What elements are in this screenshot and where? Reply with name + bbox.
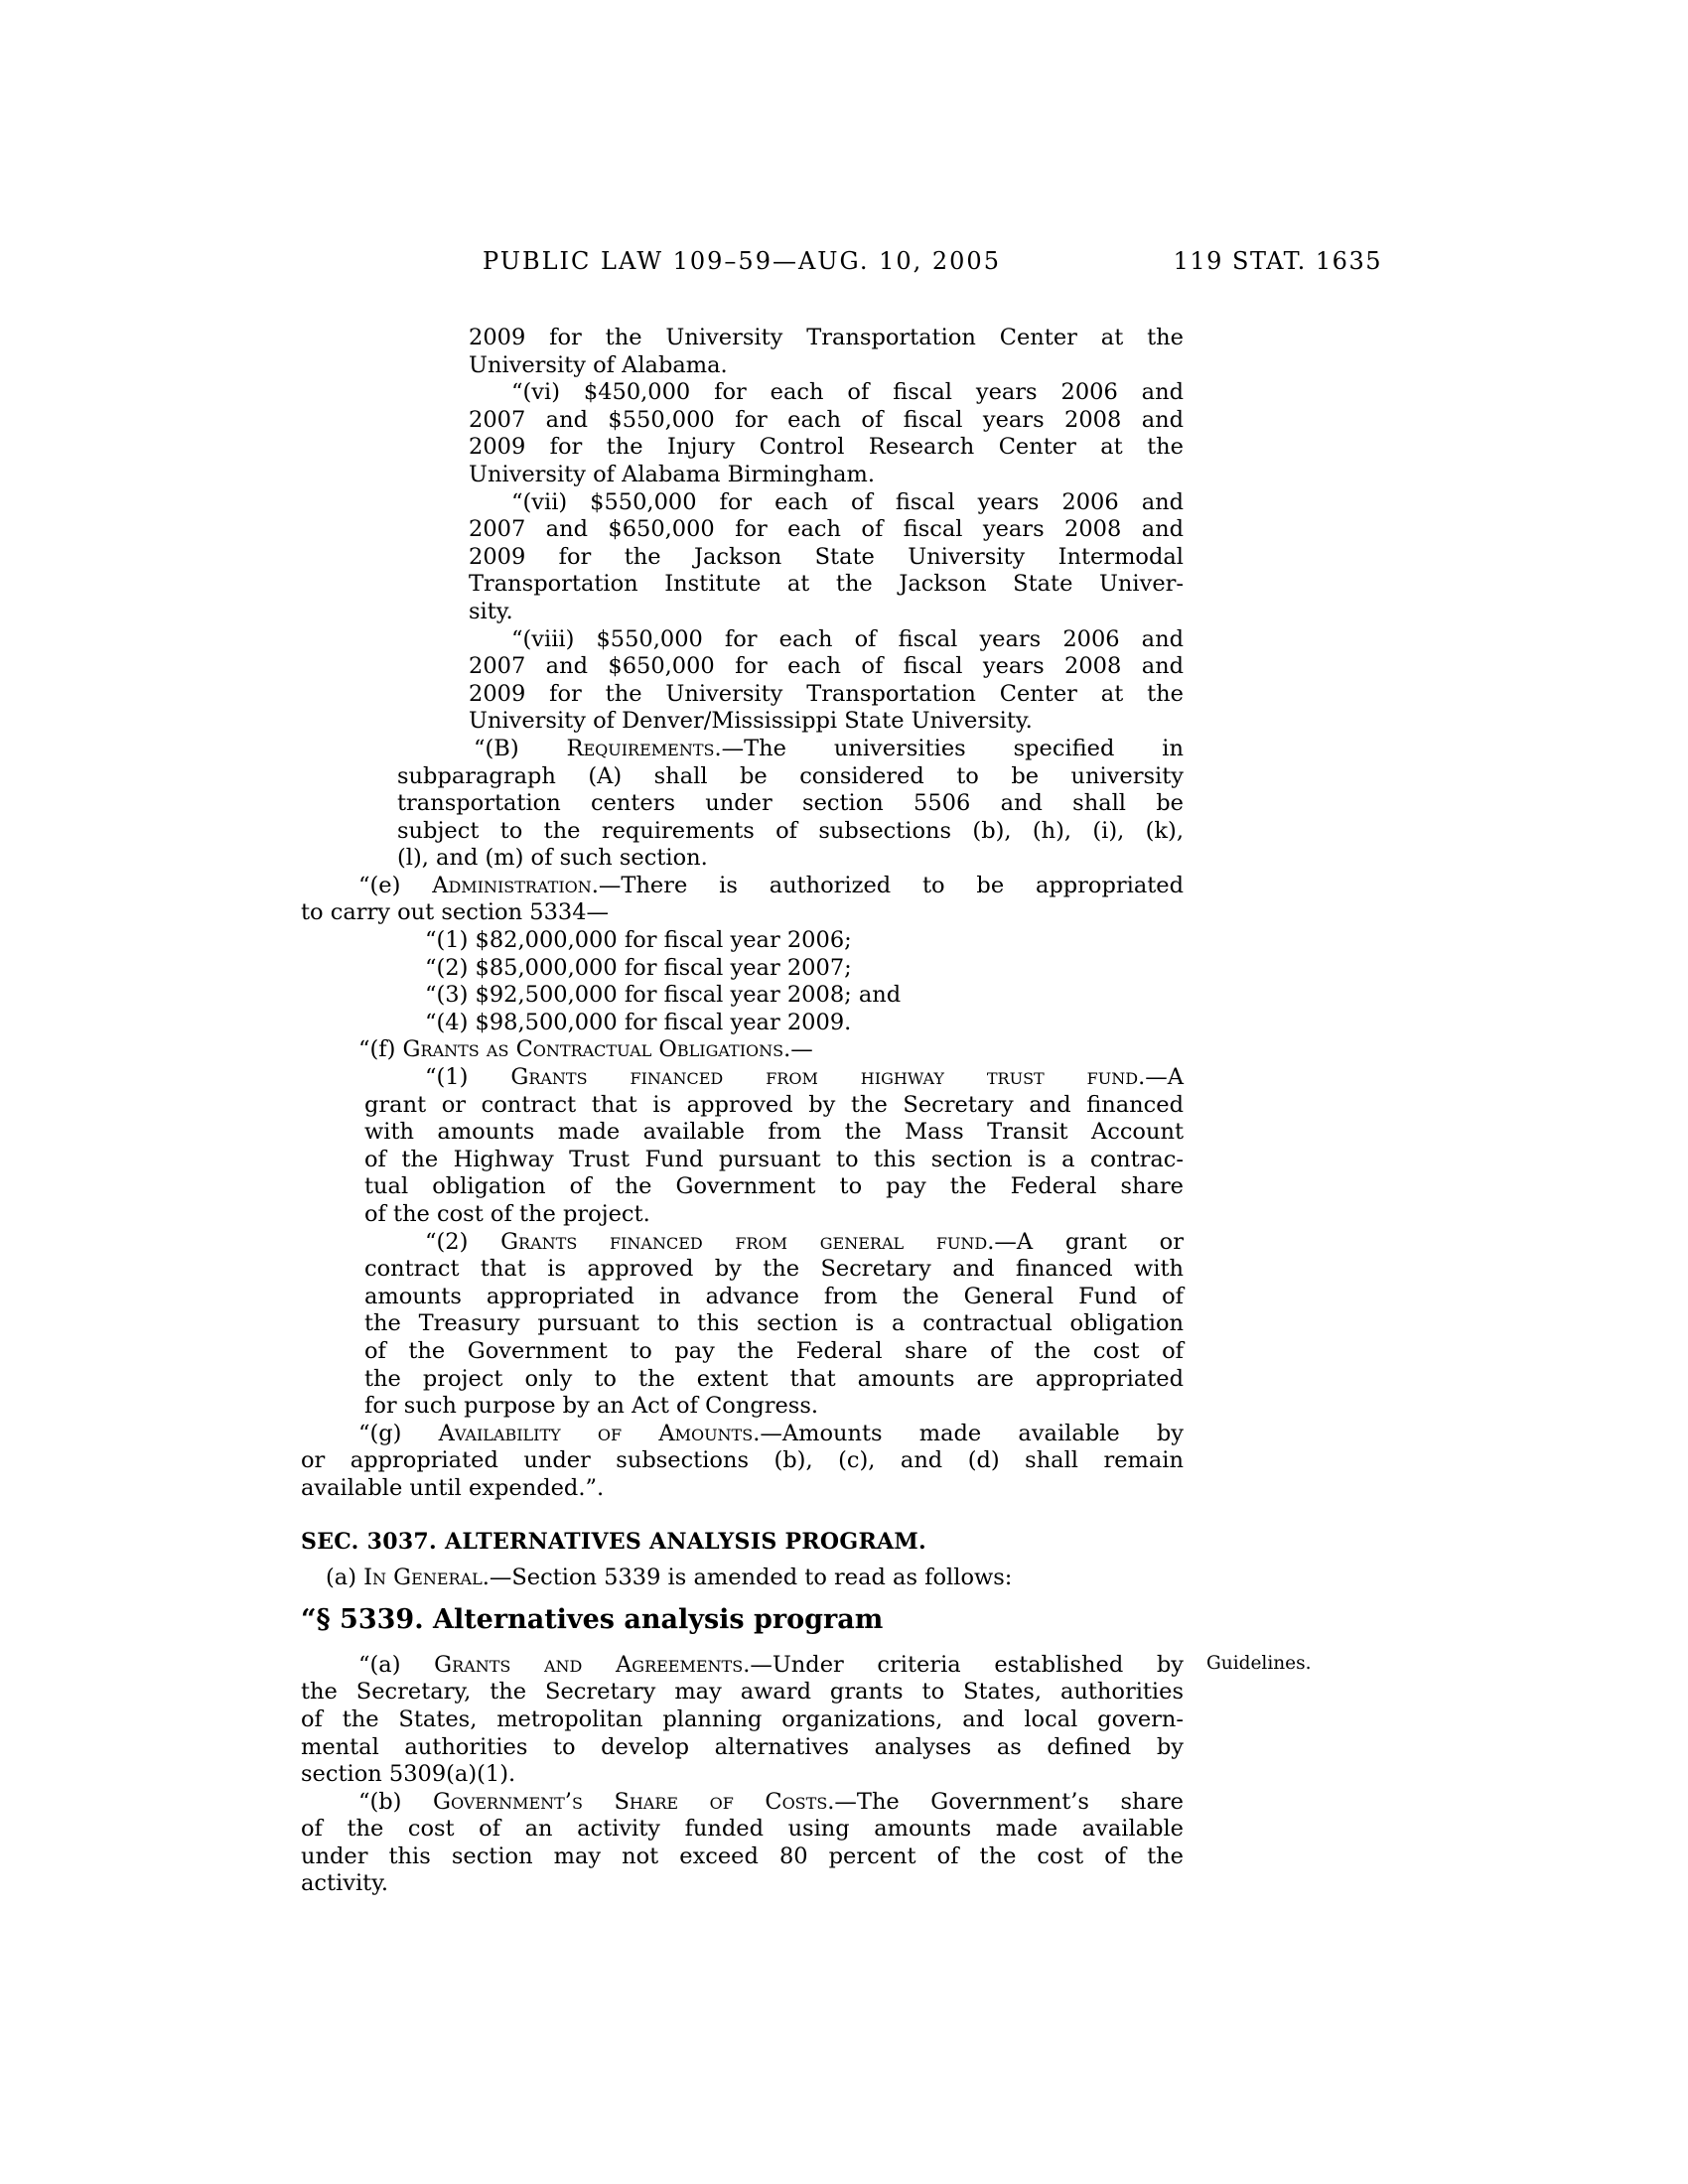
text-line: section 5309(a)(1).	[301, 1761, 516, 1788]
text-line: University of Alabama.	[469, 351, 728, 378]
text-line: “(3) $92,500,000 for fiscal year 2008; and	[425, 982, 902, 1009]
section-5339-heading: “§ 5339. Alternatives analysis program	[301, 1603, 884, 1635]
small-caps-term: Government’s Share of Costs	[432, 1788, 828, 1815]
text-line: 2009 for the University Transportation Center at the	[469, 680, 1184, 707]
text-line: for such purpose by an Act of Congress.	[364, 1393, 819, 1420]
text-line: “(vi) $450,000 for each of fiscal years 2006 and	[511, 379, 1184, 406]
text-line: “(2) Grants financed from general fund.—A grant or	[425, 1228, 1184, 1255]
text-line: Transportation Institute at the Jackson State Univer-	[469, 571, 1184, 598]
small-caps-term: Availability of Amounts	[438, 1420, 754, 1446]
text-line: mental authorities to develop alternatives analyses as defined by	[301, 1733, 1184, 1760]
text-line: “(e) Administration.—There is authorized to be appropriated	[358, 872, 1184, 898]
text-line: “(1) Grants financed from highway trust fund.—A	[425, 1064, 1185, 1091]
text-line: University of Alabama Birmingham.	[469, 461, 875, 487]
text-line: of the States, metropolitan planning organizations, and local govern-	[301, 1706, 1184, 1732]
text-line: contract that is approved by the Secretary and financed with	[364, 1256, 1184, 1283]
text-line: the Secretary, the Secretary may award grants to States, authorities	[301, 1679, 1184, 1706]
text-line: “(vii) $550,000 for each of fiscal years 2006 and	[511, 488, 1184, 515]
text-line: University of Denver/Mississippi State University.	[469, 708, 1033, 735]
text-line: (l), and (m) of such section.	[397, 845, 708, 872]
text-line: “(B) Requirements.—The universities specified in	[474, 735, 1184, 761]
section-3037-heading: SEC. 3037. ALTERNATIVES ANALYSIS PROGRAM.	[301, 1528, 927, 1555]
text-line: (a) In General.—Section 5339 is amended to read as follows:	[326, 1565, 1013, 1591]
small-caps-term: Grants and Agreements	[434, 1651, 744, 1678]
text-line: amounts appropriated in advance from the General Fund of	[364, 1283, 1184, 1309]
small-caps-term: Requirements	[566, 735, 715, 761]
text-line: 2007 and $550,000 for each of fiscal years 2008 and	[469, 406, 1184, 433]
text-line: or appropriated under subsections (b), (c), and (d) shall remain	[301, 1447, 1184, 1474]
text-line: 2009 for the Injury Control Research Center at the	[469, 434, 1184, 461]
text-line: 2009 for the Jackson State University Intermodal	[469, 543, 1184, 570]
text-line: of the Government to pay the Federal share of the cost of	[364, 1337, 1184, 1364]
text-line: with amounts made available from the Mass Transit Account	[364, 1119, 1184, 1146]
small-caps-term: Grants financed from general fund	[500, 1228, 988, 1255]
text-line: 2009 for the University Transportation Center at the	[469, 325, 1184, 350]
text-line: “(1) $82,000,000 for fiscal year 2006;	[425, 927, 852, 954]
page-header-stat-number: 119 STAT. 1635	[1173, 247, 1382, 275]
page-header-law-title: PUBLIC LAW 109–59—AUG. 10, 2005	[483, 247, 1001, 275]
text-line: transportation centers under section 5506 and shall be	[397, 790, 1184, 817]
text-line: 2007 and $650,000 for each of fiscal years 2008 and	[469, 653, 1184, 680]
text-line: 2007 and $650,000 for each of fiscal years 2008 and	[469, 516, 1184, 543]
margin-note-guidelines: Guidelines.	[1206, 1653, 1312, 1674]
text-line: activity.	[301, 1870, 389, 1897]
small-caps-term: Grants financed from highway trust fund	[510, 1064, 1139, 1091]
statute-text-column	[301, 325, 1184, 1898]
text-line: “(g) Availability of Amounts.—Amounts made available by	[358, 1420, 1185, 1446]
text-line: of the cost of the project.	[364, 1201, 650, 1227]
text-line: the project only to the extent that amounts are appropriated	[364, 1365, 1184, 1392]
text-line: “(f) Grants as Contractual Obligations.—	[358, 1036, 813, 1063]
text-line: of the cost of an activity funded using amounts made available	[301, 1816, 1184, 1843]
small-caps-term: In General	[363, 1565, 483, 1591]
text-line: under this section may not exceed 80 percent of the cost of the	[301, 1843, 1184, 1869]
text-line: subparagraph (A) shall be considered to be university	[397, 762, 1184, 789]
text-line: “(viii) $550,000 for each of fiscal years 2006 and	[511, 625, 1184, 652]
small-caps-term: Grants as Contractual Obligations	[402, 1036, 784, 1063]
text-line: “(2) $85,000,000 for fiscal year 2007;	[425, 954, 852, 981]
text-line: sity.	[469, 598, 513, 624]
text-line: “(b) Government’s Share of Costs.—The Government’s share	[358, 1788, 1184, 1815]
small-caps-term: Administration	[432, 872, 592, 898]
text-line: “(4) $98,500,000 for fiscal year 2009.	[425, 1009, 852, 1035]
text-line: available until expended.”.	[301, 1474, 605, 1501]
text-line: “(a) Grants and Agreements.—Under criteria established by	[358, 1651, 1184, 1678]
text-line: of the Highway Trust Fund pursuant to this section is a contrac-	[364, 1146, 1184, 1172]
text-line: to carry out section 5334—	[301, 899, 610, 926]
text-line: grant or contract that is approved by the Secretary and financed	[364, 1091, 1184, 1118]
text-line: the Treasury pursuant to this section is a contractual obligation	[364, 1310, 1184, 1337]
text-line: tual obligation of the Government to pay the Federal share	[364, 1173, 1184, 1200]
text-line: subject to the requirements of subsections (b), (h), (i), (k),	[397, 817, 1184, 844]
